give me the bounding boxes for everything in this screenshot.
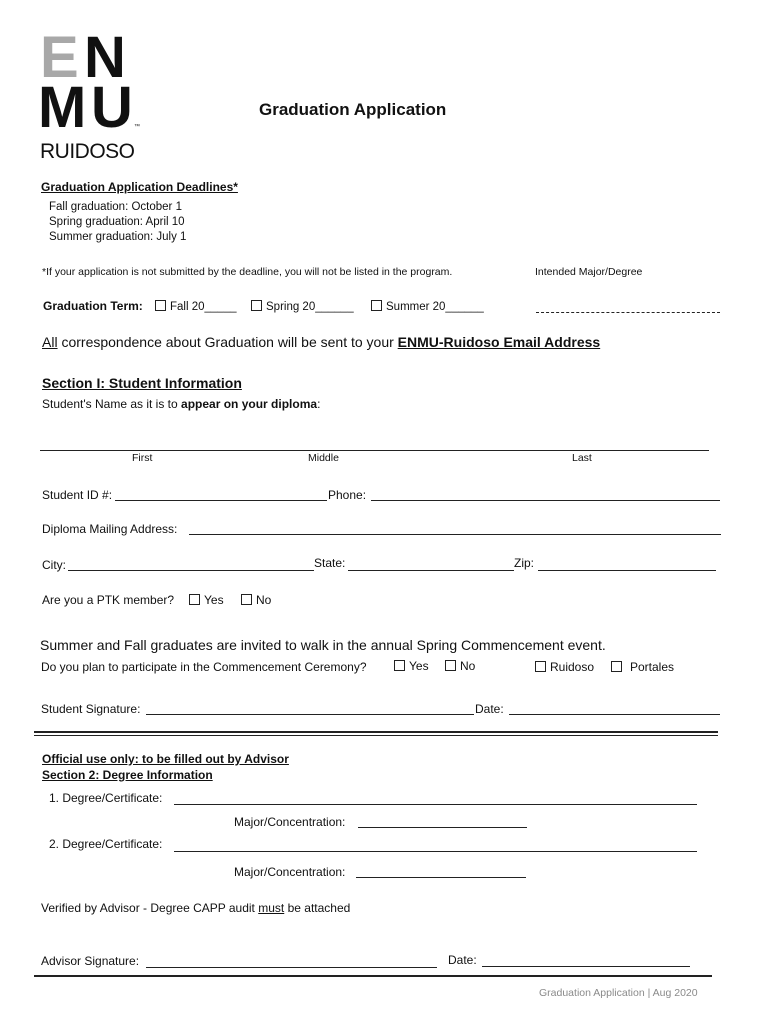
phone-field[interactable]: [371, 500, 720, 501]
logo-letter: M: [38, 75, 83, 140]
state-label: State:: [314, 556, 346, 570]
city-field[interactable]: [68, 570, 314, 571]
last-name-label: Last: [572, 452, 592, 464]
advisor-signature-field[interactable]: [146, 967, 437, 968]
term-summer-option[interactable]: Summer 20______: [371, 300, 484, 313]
city-label: City:: [42, 558, 66, 572]
diploma-name-field[interactable]: [40, 450, 709, 451]
advisor-date-label: Date:: [448, 953, 477, 967]
degree2-field[interactable]: [174, 851, 697, 852]
checkbox[interactable]: [155, 300, 166, 311]
deadlines-heading: Graduation Application Deadlines*: [41, 180, 238, 194]
deadline-fall: Fall graduation: October 1: [49, 201, 182, 213]
checkbox[interactable]: [445, 660, 456, 671]
commencement-question: Do you plan to participate in the Commencement Ceremony?: [41, 660, 367, 674]
logo-trademark: ™: [134, 124, 140, 130]
checkbox[interactable]: [371, 300, 382, 311]
commencement-intro: Summer and Fall graduates are invited to walk in the annual Spring Commencement event.: [40, 637, 606, 653]
advisor-signature-label: Advisor Signature:: [41, 954, 140, 968]
ptk-question: Are you a PTK member?: [42, 593, 175, 607]
degree2-label: 2. Degree/Certificate:: [49, 837, 163, 851]
major1-label: Major/Concentration:: [234, 815, 346, 829]
checkbox[interactable]: [611, 661, 622, 672]
deadline-summer: Summer graduation: July 1: [49, 231, 187, 243]
section-divider: [34, 735, 718, 736]
diploma-name-instruction: Student's Name as it is to appear on your diploma:: [42, 397, 321, 411]
page-title: Graduation Application: [259, 100, 447, 119]
major1-field[interactable]: [358, 827, 527, 828]
student-id-field[interactable]: [115, 500, 327, 501]
official-use-heading: Official use only: to be filled out by Advisor: [42, 752, 289, 766]
portales-option[interactable]: Portales: [611, 660, 674, 674]
logo-letter: E: [40, 25, 75, 90]
zip-label: Zip:: [514, 556, 535, 570]
term-fall-option[interactable]: Fall 20_____: [155, 300, 237, 313]
major2-field[interactable]: [356, 877, 526, 878]
section-divider: [34, 731, 718, 733]
middle-name-label: Middle: [308, 452, 339, 464]
state-field[interactable]: [348, 570, 514, 571]
degree1-label: 1. Degree/Certificate:: [49, 791, 163, 805]
mailing-address-label: Diploma Mailing Address:: [42, 522, 178, 536]
intended-major-field[interactable]: [536, 312, 720, 313]
major2-label: Major/Concentration:: [234, 865, 346, 879]
ptk-no-option[interactable]: No: [241, 593, 271, 607]
checkbox[interactable]: [241, 594, 252, 605]
deadline-note: *If your application is not submitted by the deadline, you will not be listed in the program.: [42, 266, 453, 278]
student-id-label: Student ID #:: [42, 488, 113, 502]
ptk-yes-option[interactable]: Yes: [189, 593, 224, 607]
deadline-spring: Spring graduation: April 10: [49, 216, 185, 228]
student-signature-label: Student Signature:: [41, 702, 141, 716]
zip-field[interactable]: [538, 570, 716, 571]
section1-heading: Section I: Student Information: [42, 375, 242, 391]
checkbox[interactable]: [189, 594, 200, 605]
mailing-address-field[interactable]: [189, 534, 721, 535]
checkbox[interactable]: [535, 661, 546, 672]
logo-letter: U: [91, 75, 129, 140]
student-date-field[interactable]: [509, 714, 720, 715]
phone-label: Phone:: [328, 488, 367, 502]
degree1-field[interactable]: [174, 804, 697, 805]
logo-campus: RUIDOSO: [40, 140, 135, 163]
commencement-yes-option[interactable]: Yes: [394, 659, 429, 673]
term-spring-option[interactable]: Spring 20______: [251, 300, 354, 313]
section2-heading: Section 2: Degree Information: [42, 768, 213, 782]
first-name-label: First: [132, 452, 153, 464]
graduation-term-label: Graduation Term:: [43, 299, 143, 313]
footer-text: Graduation Application | Aug 2020: [539, 987, 698, 999]
correspondence-notice: All correspondence about Graduation will be sent to your ENMU-Ruidoso Email Address: [42, 334, 601, 350]
student-signature-field[interactable]: [146, 714, 474, 715]
checkbox[interactable]: [394, 660, 405, 671]
logo-letter: N: [84, 25, 122, 90]
advisor-date-field[interactable]: [482, 966, 690, 967]
footer-divider: [34, 975, 712, 977]
capp-audit-note: Verified by Advisor - Degree CAPP audit must be attached: [41, 901, 351, 915]
checkbox[interactable]: [251, 300, 262, 311]
intended-major-label: Intended Major/Degree: [535, 266, 643, 278]
ruidoso-option[interactable]: Ruidoso: [535, 660, 594, 674]
commencement-no-option[interactable]: No: [445, 659, 475, 673]
student-date-label: Date:: [475, 702, 504, 716]
